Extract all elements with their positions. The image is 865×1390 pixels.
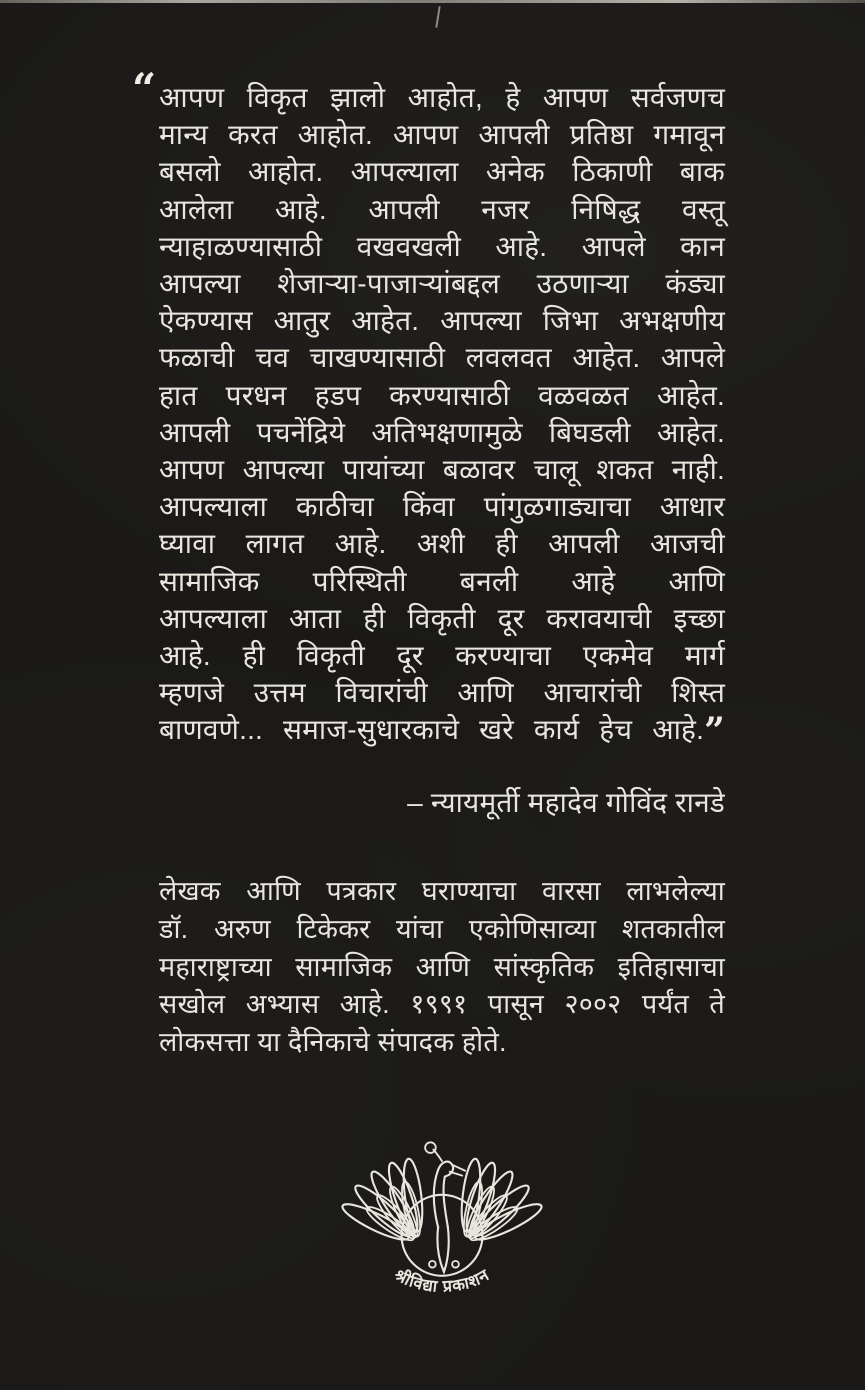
bio-line: लेखक आणि पत्रकार घराण्याचा वारसा लाभलेल्या <box>159 876 725 907</box>
publisher-name: श्रीविद्या प्रकाशन <box>391 1266 493 1297</box>
quote-line: ऐकण्यास आतुर आहेत. आपल्या जिभा अभक्षणीय <box>159 305 725 337</box>
quote-line: आपली पचनेंद्रिये अतिभक्षणामुळे बिघडली आहेत. <box>159 416 725 448</box>
quote-line: सामाजिक परिस्थिती बनली आहे आणि <box>159 565 725 597</box>
quote-line: हात परधन हडप करण्यासाठी वळवळत आहेत. <box>159 379 725 411</box>
bio-line: महाराष्ट्राच्या सामाजिक आणि सांस्कृतिक इतिहासाचा <box>159 951 725 982</box>
quote-line: आहे. ही विकृती दूर करण्याचा एकमेव मार्ग <box>159 640 725 672</box>
peacock-left-wing <box>339 1158 426 1245</box>
bio-line: सखोल अभ्यास आहे. १९९१ पासून २००२ पर्यंत ते <box>159 989 725 1020</box>
bio-line: लोकसत्ता या दैनिकाचे संपादक होते. <box>159 1026 507 1057</box>
quote-line: न्याहाळण्यासाठी वखवखली आहे. आपले कान <box>159 230 725 262</box>
bio-line: डॉ. अरुण टिकेकर यांचा एकोणिसाव्या शतकातील <box>159 914 725 945</box>
quote-line: आलेला आहे. आपली नजर निषिद्ध वस्तू <box>159 193 725 225</box>
open-quote-icon: “ <box>132 64 157 113</box>
quote-line: फळाची चव चाखण्यासाठी लवलवत आहेत. आपले <box>159 342 725 374</box>
peacock-crest-stem <box>433 1150 442 1162</box>
quote-line: आपल्याला आता ही विकृती दूर करावयाची इच्छा <box>159 602 725 634</box>
quote-line: मान्य करत आहोत. आपण आपली प्रतिष्ठा गमावून <box>159 119 725 151</box>
peacock-neck-head <box>425 1143 465 1228</box>
peacock-foot <box>452 1261 459 1268</box>
quote-line: म्हणजे उत्तम विचारांची आणि आचारांची शिस्त <box>159 677 725 709</box>
quote-line: घ्यावा लागत आहे. अशी ही आपली आजची <box>159 528 725 560</box>
close-quote-icon: ” <box>704 710 725 753</box>
peacock-foot <box>429 1261 436 1268</box>
quote-block <box>132 64 725 753</box>
cover-content <box>132 0 725 1326</box>
peacock-logo-icon <box>336 1135 548 1326</box>
quote-line: बसलो आहोत. आपल्याला अनेक ठिकाणी बाक <box>159 156 725 188</box>
quote-line: आपल्याला काठीचा किंवा पांगुळगाड्याचा आधार <box>159 491 725 523</box>
publisher-logo <box>159 1135 725 1326</box>
peacock-tail <box>429 1227 459 1272</box>
peacock-beak <box>453 1165 466 1171</box>
quote-line: आपल्या शेजाऱ्या-पाजाऱ्यांबद्दल उठणाऱ्या कंड्या <box>159 268 725 300</box>
quote-attribution: – न्यायमूर्ती महादेव गोविंद रानडे <box>407 787 725 819</box>
author-bio <box>159 873 725 1061</box>
quote-line <box>132 64 725 116</box>
quote-line-text: बाणवणे... समाज-सुधारकाचे खरे कार्य हेच आहे. <box>159 714 705 746</box>
quote-line <box>159 710 725 753</box>
quote-line: आपण आपल्या पायांच्या बळावर चालू शकत नाही. <box>159 454 725 486</box>
quote-line-text: आपण विकृत झालो आहोत, हे आपण सर्वजणच <box>159 82 725 113</box>
peacock-right-wing <box>458 1158 545 1245</box>
